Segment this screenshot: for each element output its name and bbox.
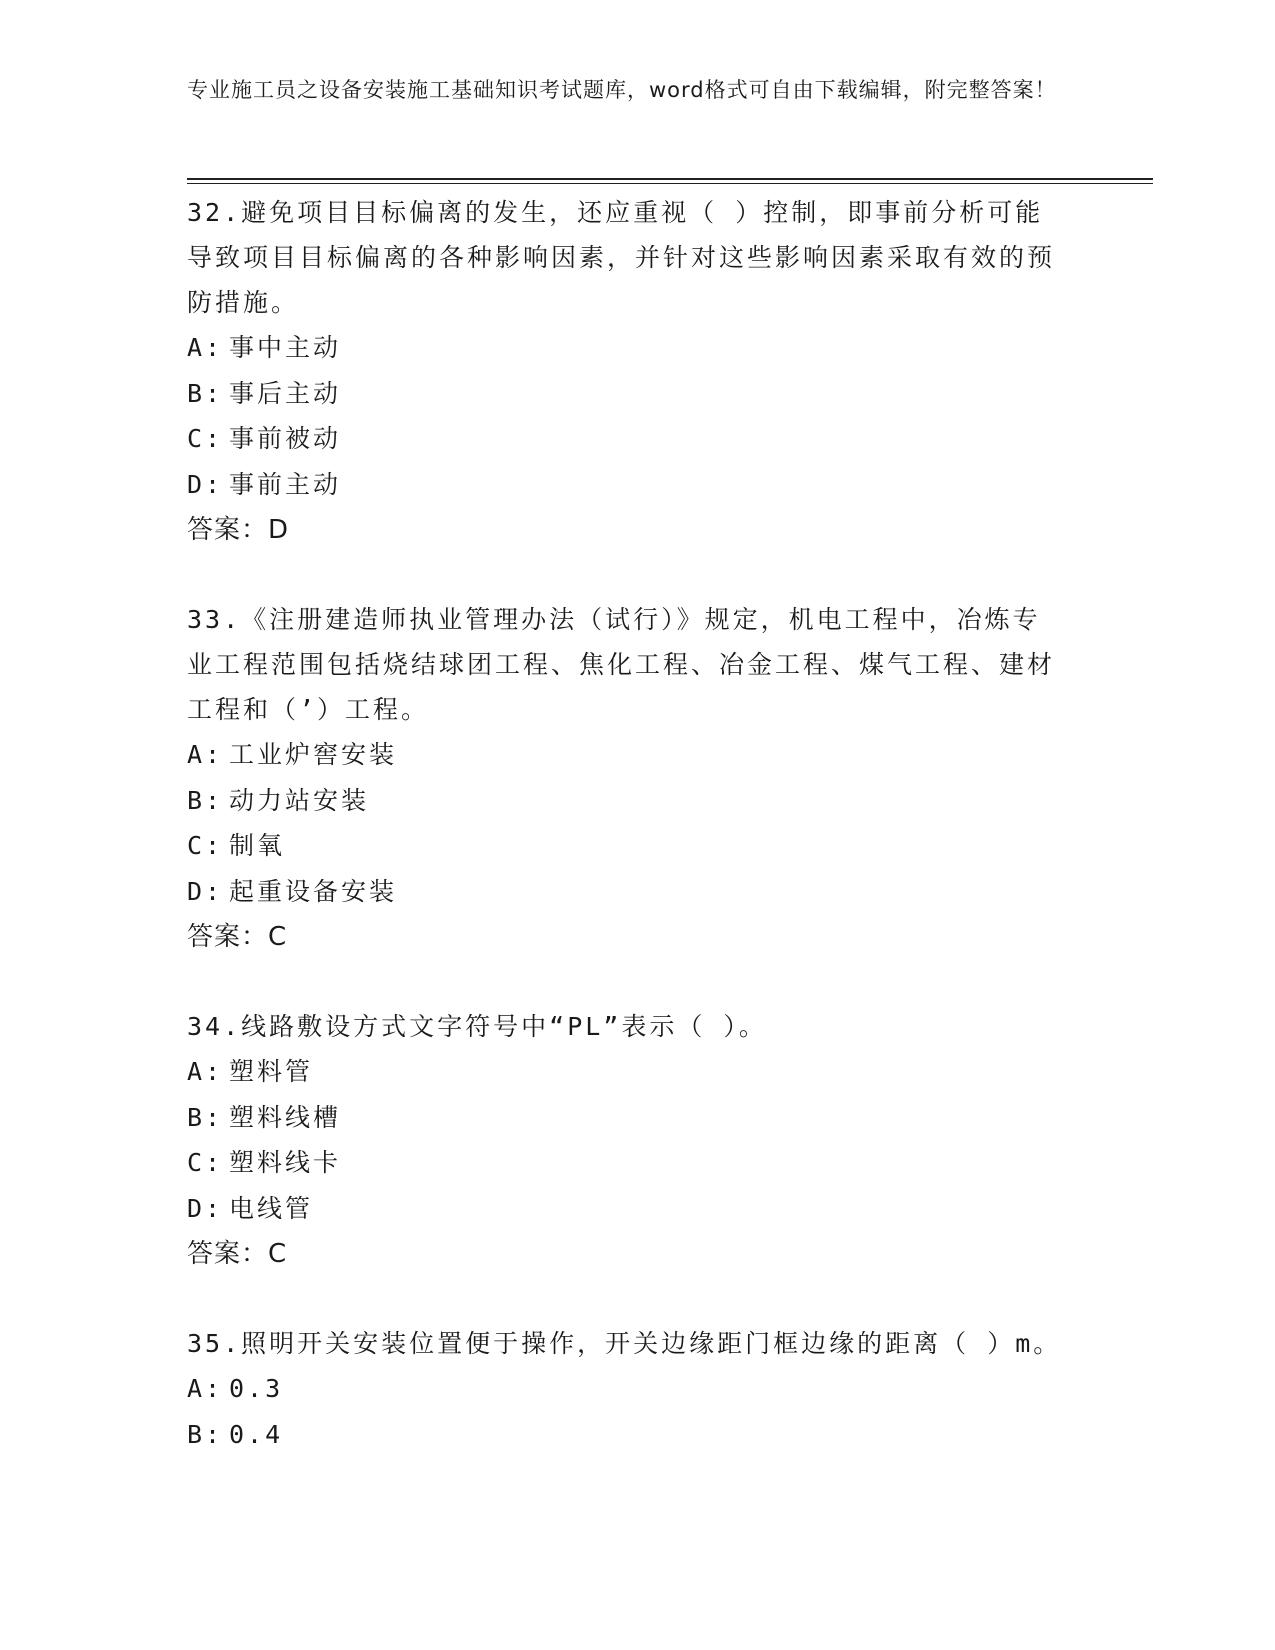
option-text: 动力站安装 [229,785,370,815]
option-text: 塑料线槽 [229,1102,342,1132]
option-c [187,823,1087,869]
option-key: A: [187,1374,224,1403]
option-key: D: [187,876,224,906]
question-text: 34.线路敷设方式文字符号中“PL”表示（ ）。 [187,1012,767,1041]
question-text: 35.照明开关安装位置便于操作，开关边缘距门框边缘的距离（ ）m。 [187,1329,1062,1358]
header-divider [187,178,1153,180]
option-text: 0.4 [229,1419,284,1449]
option-text: 制氧 [229,831,286,860]
question-32 [187,190,1087,553]
question-33 [187,597,1087,960]
option-key: B: [187,1102,224,1132]
option-d [187,1186,1087,1232]
option-c [187,1140,1087,1186]
question-text: 33.《注册建造师执业管理办法（试行）》规定，机电工程中，冶炼专业工程范围包括烧结球团工程、焦化工程、冶金工程、煤气工程、建材工程和（’）工程。 [187,605,1056,724]
option-text: 起重设备安装 [229,876,398,906]
option-a [187,732,1087,778]
option-b [187,1095,1087,1141]
option-key: C: [187,831,224,860]
option-key: B: [187,378,224,408]
option-key: A: [187,1057,224,1086]
option-key: A: [187,333,224,362]
option-key: A: [187,740,224,769]
option-key: C: [187,1148,224,1177]
option-key: C: [187,424,224,453]
option-text: 事后主动 [229,378,342,408]
option-d [187,462,1087,508]
option-b [187,778,1087,824]
answer-line: 答案：D [187,515,290,545]
option-a [187,1049,1087,1095]
option-c [187,416,1087,462]
question-34 [187,1004,1087,1277]
option-text: 事前主动 [229,469,342,499]
answer-line: 答案：C [187,922,288,952]
option-a [187,1366,1087,1412]
option-text: 塑料线卡 [229,1148,342,1177]
option-text: 事中主动 [229,333,342,362]
option-text: 工业炉窖安装 [229,740,398,769]
option-d [187,869,1087,915]
option-key: B: [187,785,224,815]
header-divider-thin [187,183,1153,184]
option-key: D: [187,469,224,499]
option-text: 电线管 [229,1193,314,1223]
question-35 [187,1321,1087,1457]
option-text: 0.3 [229,1374,284,1403]
option-a [187,325,1087,371]
option-key: B: [187,1419,224,1449]
option-text: 事前被动 [229,424,342,453]
answer-line: 答案：C [187,1239,288,1269]
question-list [187,190,1087,1501]
question-text: 32.避免项目目标偏离的发生，还应重视（ ）控制，即事前分析可能导致项目目标偏离的各种影响因素，并针对这些影响因素采取有效的预防措施。 [187,198,1056,317]
option-text: 塑料管 [229,1057,314,1086]
option-key: D: [187,1193,224,1223]
option-b [187,371,1087,417]
page-header: 专业施工员之设备安装施工基础知识考试题库，word格式可自由下载编辑，附完整答案！ [187,78,1057,102]
option-b [187,1412,1087,1458]
